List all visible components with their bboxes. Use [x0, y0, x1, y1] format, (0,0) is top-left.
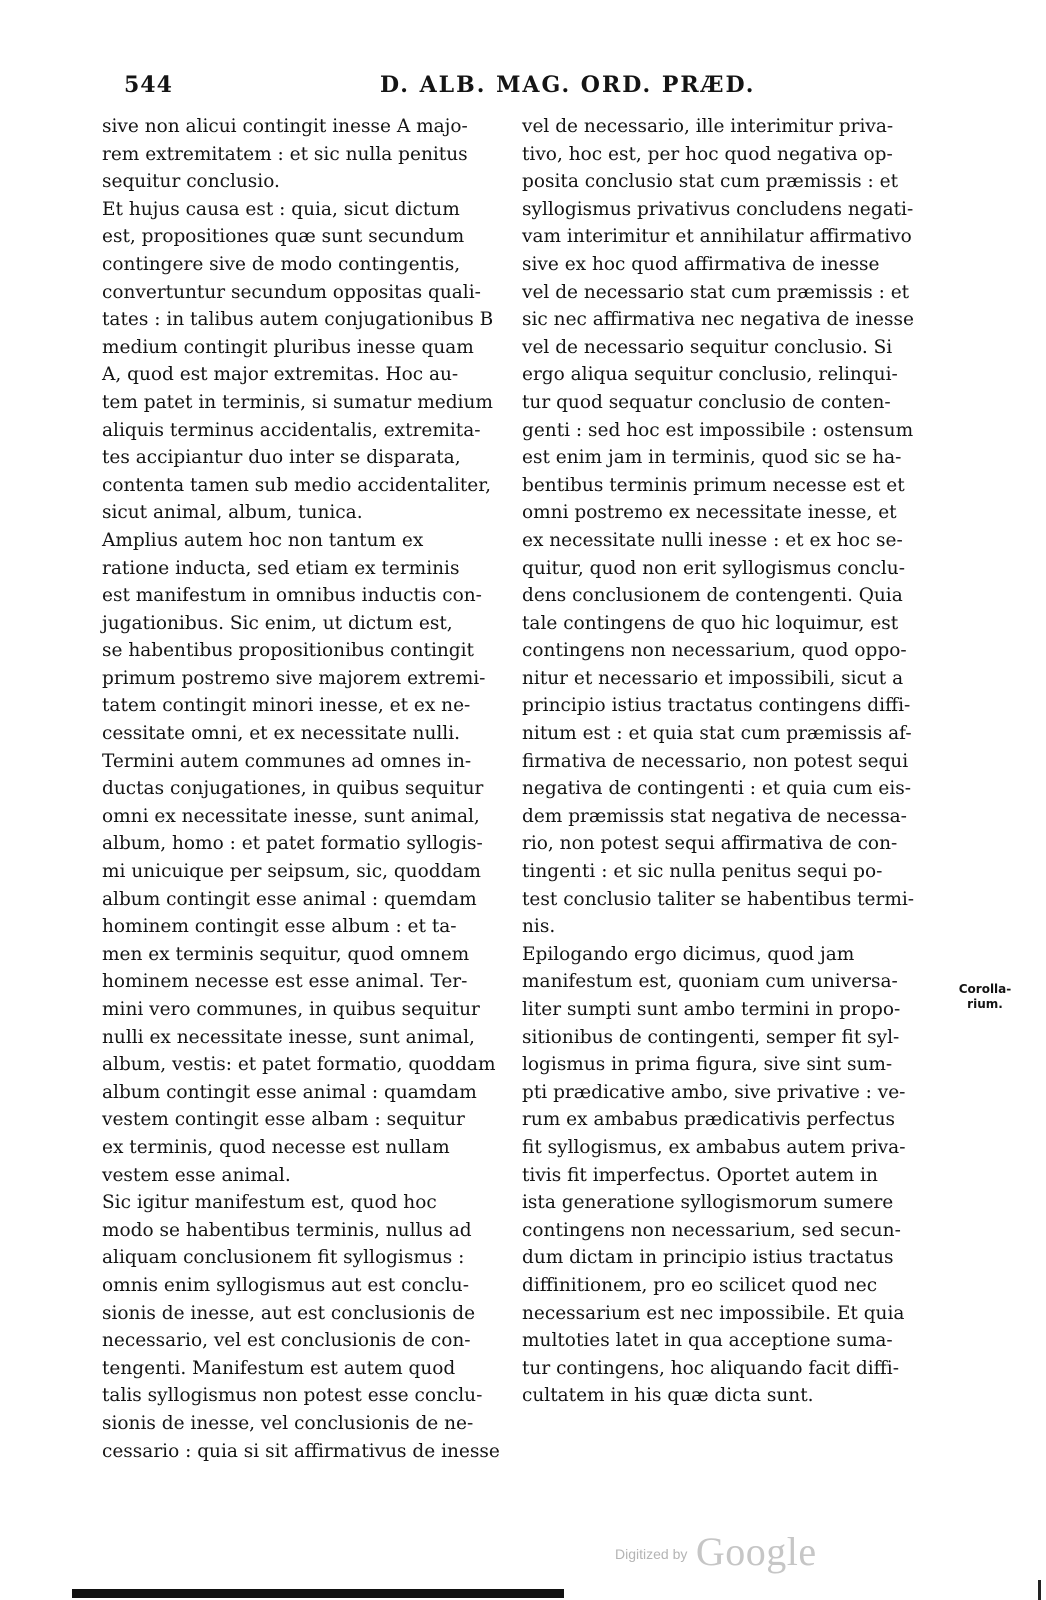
- text-line: cessitate omni, et ex necessitate nulli.: [102, 723, 461, 745]
- text-line: Termini autem communes ad omnes in-: [102, 750, 472, 772]
- text-line: nis.: [522, 916, 556, 938]
- text-line: necessario, vel est conclusionis de con-: [102, 1330, 471, 1352]
- text-line: se habentibus propositionibus contingit: [102, 640, 474, 662]
- text-line: ergo aliqua sequitur conclusio, relinqui-: [522, 364, 898, 386]
- text-line: album, homo : et patet formatio syllogis-: [102, 833, 483, 855]
- text-line: posita conclusio stat cum præmissis : et: [522, 171, 899, 193]
- text-line: multoties latet in qua acceptione suma-: [522, 1330, 893, 1352]
- text-line: vel de necessario sequitur conclusio. Si: [522, 336, 893, 358]
- text-line: vam interimitur et annihilatur affirmativo: [522, 226, 912, 248]
- text-line: tale contingens de quo hic loquimur, est: [522, 612, 899, 634]
- text-line: rem extremitatem : et sic nulla penitus: [102, 143, 468, 165]
- text-line: mi unicuique per seipsum, sic, quoddam: [102, 861, 481, 883]
- text-line: sicut animal, album, tunica.: [102, 502, 363, 524]
- text-line: hominem contingit esse album : et ta-: [102, 916, 457, 938]
- text-line: nulli ex necessitate inesse, sunt animal,: [102, 1026, 475, 1048]
- digitized-by-google-watermark: [615, 1528, 817, 1575]
- text-line: ex necessitate nulli inesse : et ex hoc se-: [522, 529, 903, 551]
- paragraph: [102, 196, 512, 527]
- text-line: medium contingit pluribus inesse quam: [102, 336, 474, 358]
- paragraph: [522, 941, 928, 1410]
- text-line: ductas conjugationes, in quibus sequitur: [102, 778, 484, 800]
- text-line: dem præmissis stat negativa de necessa-: [522, 805, 907, 827]
- text-line: manifestum est, quoniam cum universa-: [522, 971, 898, 993]
- text-line: ex terminis, quod necesse est nullam: [102, 1136, 450, 1158]
- text-line: cessario : quia si sit affirmativus de inesse: [102, 1440, 500, 1462]
- text-line: modo se habentibus terminis, nullus ad: [102, 1219, 472, 1241]
- paragraph: [102, 1189, 512, 1465]
- text-line: vel de necessario stat cum præmissis : et: [522, 281, 910, 303]
- text-line: A, quod est major extremitas. Hoc au-: [102, 364, 459, 386]
- text-line: tivis fit imperfectus. Oportet autem in: [522, 1164, 878, 1186]
- text-line: est manifestum in omnibus inductis con-: [102, 585, 482, 607]
- paragraph: [102, 113, 512, 196]
- text-line: Amplius autem hoc non tantum ex: [102, 529, 424, 551]
- margin-note-line: rium.: [967, 997, 1003, 1011]
- text-line: Sic igitur manifestum est, quod hoc: [102, 1192, 437, 1214]
- text-line: omni ex necessitate inesse, sunt animal,: [102, 805, 480, 827]
- text-line: tengenti. Manifestum est autem quod: [102, 1357, 456, 1379]
- text-line: ista generatione syllogismorum sumere: [522, 1192, 894, 1214]
- text-line: album, vestis: et patet formatio, quoddam: [102, 1054, 496, 1076]
- text-line: dens conclusionem de contengenti. Quia: [522, 585, 903, 607]
- text-line: omni postremo ex necessitate inesse, et: [522, 502, 897, 524]
- text-line: liter sumpti sunt ambo termini in propo-: [522, 999, 901, 1020]
- text-line: contingens non necessarium, quod oppo-: [522, 640, 907, 662]
- text-line: tur quod sequatur conclusio de conten-: [522, 391, 891, 413]
- text-line: omnis enim syllogismus aut est conclu-: [102, 1274, 469, 1296]
- left-text-column: [102, 113, 512, 1465]
- text-line: sionis de inesse, vel conclusionis de ne-: [102, 1412, 474, 1434]
- text-line: Et hujus causa est : quia, sicut dictum: [102, 198, 460, 220]
- paragraph: [522, 113, 928, 941]
- text-line: sic nec affirmativa nec negativa de inesse: [522, 309, 914, 331]
- text-line: quitur, quod non erit syllogismus conclu-: [522, 557, 905, 579]
- text-line: bentibus terminis primum necesse est et: [522, 474, 905, 496]
- page-number: 544: [124, 72, 173, 98]
- text-line: jugationibus. Sic enim, ut dictum est,: [102, 612, 453, 634]
- text-line: mini vero communes, in quibus sequitur: [102, 999, 480, 1020]
- text-line: rio, non potest sequi affirmativa de con-: [522, 833, 898, 855]
- text-line: album contingit esse animal : quemdam: [102, 888, 477, 910]
- text-line: contenta tamen sub medio accidentaliter,: [102, 474, 491, 496]
- text-line: sive non alicui contingit inesse A majo-: [102, 116, 468, 137]
- running-head: D. ALB. MAG. ORD. PRÆD.: [380, 72, 756, 98]
- text-line: est, propositiones quæ sunt secundum: [102, 226, 465, 248]
- text-line: album contingit esse animal : quamdam: [102, 1081, 477, 1103]
- bottom-scan-rule: [72, 1589, 564, 1598]
- text-line: men ex terminis sequitur, quod omnem: [102, 943, 470, 965]
- text-line: tur contingens, hoc aliquando facit diffi-: [522, 1357, 899, 1379]
- text-line: ratione inducta, sed etiam ex terminis: [102, 557, 460, 579]
- margin-note-corollarium: [952, 982, 1018, 1012]
- text-line: tem patet in terminis, si sumatur medium: [102, 391, 493, 413]
- text-line: aliquam conclusionem fit syllogismus :: [102, 1247, 465, 1269]
- text-line: necessarium est nec impossibile. Et quia: [522, 1302, 905, 1324]
- text-line: vel de necessario, ille interimitur priva-: [522, 116, 894, 137]
- text-line: tes accipiantur duo inter se disparata,: [102, 447, 461, 469]
- text-line: test conclusio taliter se habentibus termi-: [522, 888, 915, 910]
- text-line: vestem contingit esse albam : sequitur: [102, 1109, 465, 1131]
- text-line: sive ex hoc quod affirmativa de inesse: [522, 253, 880, 275]
- text-line: tingenti : et sic nulla penitus sequi po-: [522, 861, 883, 883]
- text-line: sitionibus de contingenti, semper fit syl-: [522, 1026, 900, 1048]
- text-line: rum ex ambabus prædicativis perfectus: [522, 1109, 895, 1131]
- text-line: logismus in prima figura, sive sint sum-: [522, 1054, 893, 1076]
- text-line: pti prædicative ambo, sive privative : ve-: [522, 1081, 906, 1103]
- text-line: hominem necesse est esse animal. Ter-: [102, 971, 468, 993]
- page-edge-mark: [1038, 1580, 1041, 1600]
- text-line: syllogismus privativus concludens negati-: [522, 198, 914, 220]
- google-logo: Google: [695, 1529, 817, 1574]
- text-line: tates : in talibus autem conjugationibus B: [102, 309, 494, 331]
- text-line: contingens non necessarium, sed secun-: [522, 1219, 901, 1241]
- text-line: tatem contingit minori inesse, et ex ne-: [102, 695, 471, 717]
- text-line: aliquis terminus accidentalis, extremita-: [102, 419, 481, 441]
- text-line: talis syllogismus non potest esse conclu-: [102, 1385, 483, 1407]
- text-line: Epilogando ergo dicimus, quod jam: [522, 943, 855, 965]
- text-line: est enim jam in terminis, quod sic se ha-: [522, 447, 902, 469]
- text-line: convertuntur secundum oppositas quali-: [102, 281, 481, 303]
- text-line: sionis de inesse, aut est conclusionis de: [102, 1302, 476, 1324]
- watermark-prefix: Digitized by: [615, 1546, 688, 1562]
- text-line: dum dictam in principio istius tractatus: [522, 1247, 894, 1269]
- paragraph: [102, 527, 512, 1189]
- text-line: principio istius tractatus contingens diffi-: [522, 695, 911, 717]
- text-line: nitur et necessario et impossibili, sicut a: [522, 667, 904, 689]
- text-line: firmativa de necessario, non potest sequi: [522, 750, 909, 772]
- text-line: negativa de contingenti : et quia cum eis-: [522, 778, 912, 800]
- text-line: nitum est : et quia stat cum præmissis af-: [522, 723, 912, 745]
- text-line: genti : sed hoc est impossibile : ostensum: [522, 419, 914, 441]
- margin-note-line: Corolla-: [958, 982, 1012, 996]
- text-line: contingere sive de modo contingentis,: [102, 253, 461, 275]
- text-line: tivo, hoc est, per hoc quod negativa op-: [522, 143, 893, 165]
- text-line: diffinitionem, pro eo scilicet quod nec: [522, 1274, 878, 1296]
- text-line: cultatem in his quæ dicta sunt.: [522, 1385, 814, 1407]
- text-line: fit syllogismus, ex ambabus autem priva-: [522, 1136, 906, 1158]
- text-line: vestem esse animal.: [102, 1164, 291, 1186]
- text-line: primum postremo sive majorem extremi-: [102, 667, 486, 689]
- text-line: sequitur conclusio.: [102, 171, 280, 193]
- right-text-column: [522, 113, 928, 1410]
